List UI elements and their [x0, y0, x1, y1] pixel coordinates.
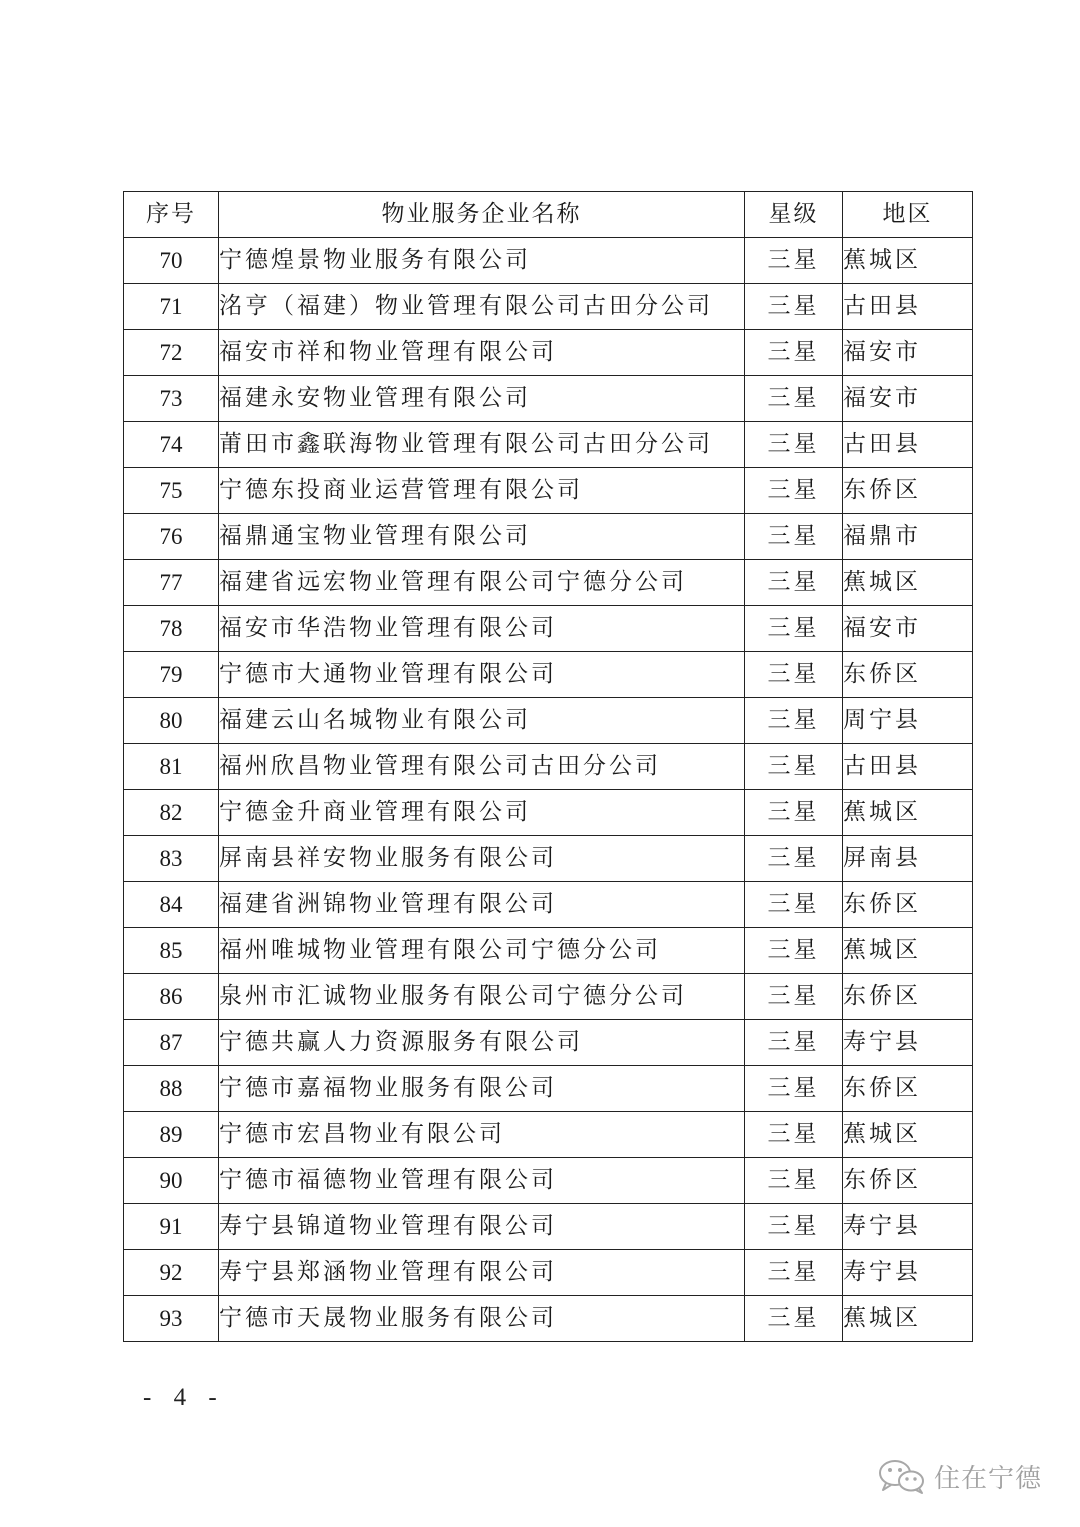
cell-serial-number: 71: [124, 284, 219, 330]
cell-serial-number: 84: [124, 882, 219, 928]
cell-region: 蕉城区: [843, 1296, 973, 1342]
cell-region: 东侨区: [843, 652, 973, 698]
cell-region: 东侨区: [843, 468, 973, 514]
cell-region: 古田县: [843, 284, 973, 330]
cell-company-name: 福安市祥和物业管理有限公司: [219, 330, 745, 376]
table-row: [124, 238, 973, 284]
cell-serial-number: 92: [124, 1250, 219, 1296]
watermark-text: 住在宁德: [934, 1464, 1043, 1494]
cell-company-name: 福州唯城物业管理有限公司宁德分公司: [219, 928, 745, 974]
cell-serial-number: 75: [124, 468, 219, 514]
cell-company-name: 寿宁县郑涵物业管理有限公司: [219, 1250, 745, 1296]
cell-region: 寿宁县: [843, 1020, 973, 1066]
cell-region: 东侨区: [843, 882, 973, 928]
cell-company-name: 福安市华浩物业管理有限公司: [219, 606, 745, 652]
cell-star-level: 三星: [745, 1158, 843, 1204]
cell-serial-number: 89: [124, 1112, 219, 1158]
cell-region: 福安市: [843, 376, 973, 422]
cell-company-name: 寿宁县锦道物业管理有限公司: [219, 1204, 745, 1250]
enterprise-table: [123, 191, 973, 1342]
header-region: 地区: [843, 192, 973, 238]
table-row: [124, 652, 973, 698]
cell-star-level: 三星: [745, 698, 843, 744]
cell-company-name: 洺亨（福建）物业管理有限公司古田分公司: [219, 284, 745, 330]
cell-region: 东侨区: [843, 974, 973, 1020]
cell-serial-number: 82: [124, 790, 219, 836]
cell-star-level: 三星: [745, 468, 843, 514]
cell-serial-number: 87: [124, 1020, 219, 1066]
table-row: [124, 744, 973, 790]
cell-company-name: 宁德金升商业管理有限公司: [219, 790, 745, 836]
cell-serial-number: 91: [124, 1204, 219, 1250]
cell-region: 福鼎市: [843, 514, 973, 560]
page-number: - 4 -: [143, 1384, 225, 1411]
table-row: [124, 330, 973, 376]
table-row: [124, 1204, 973, 1250]
cell-star-level: 三星: [745, 606, 843, 652]
header-star-level: 星级: [745, 192, 843, 238]
table-row: [124, 560, 973, 606]
cell-serial-number: 77: [124, 560, 219, 606]
table-row: [124, 1250, 973, 1296]
cell-star-level: 三星: [745, 330, 843, 376]
cell-company-name: 屏南县祥安物业服务有限公司: [219, 836, 745, 882]
cell-serial-number: 70: [124, 238, 219, 284]
cell-star-level: 三星: [745, 514, 843, 560]
table-row: [124, 284, 973, 330]
table-row: [124, 514, 973, 560]
cell-serial-number: 85: [124, 928, 219, 974]
cell-region: 福安市: [843, 330, 973, 376]
cell-star-level: 三星: [745, 1296, 843, 1342]
cell-company-name: 福建永安物业管理有限公司: [219, 376, 745, 422]
header-serial-number: 序号: [124, 192, 219, 238]
cell-company-name: 福鼎通宝物业管理有限公司: [219, 514, 745, 560]
cell-region: 蕉城区: [843, 1112, 973, 1158]
cell-star-level: 三星: [745, 744, 843, 790]
cell-serial-number: 83: [124, 836, 219, 882]
cell-star-level: 三星: [745, 882, 843, 928]
cell-region: 东侨区: [843, 1066, 973, 1112]
table-row: [124, 468, 973, 514]
table-row: [124, 790, 973, 836]
cell-region: 周宁县: [843, 698, 973, 744]
cell-company-name: 宁德市福德物业管理有限公司: [219, 1158, 745, 1204]
table-row: [124, 928, 973, 974]
cell-star-level: 三星: [745, 376, 843, 422]
cell-star-level: 三星: [745, 1204, 843, 1250]
cell-company-name: 福建省洲锦物业管理有限公司: [219, 882, 745, 928]
table-row: [124, 836, 973, 882]
cell-serial-number: 90: [124, 1158, 219, 1204]
cell-star-level: 三星: [745, 284, 843, 330]
cell-company-name: 福建云山名城物业有限公司: [219, 698, 745, 744]
cell-serial-number: 72: [124, 330, 219, 376]
cell-star-level: 三星: [745, 790, 843, 836]
cell-star-level: 三星: [745, 652, 843, 698]
header-company-name: 物业服务企业名称: [219, 192, 745, 238]
table-row: [124, 606, 973, 652]
cell-star-level: 三星: [745, 974, 843, 1020]
cell-company-name: 泉州市汇诚物业服务有限公司宁德分公司: [219, 974, 745, 1020]
cell-company-name: 宁德市天晟物业服务有限公司: [219, 1296, 745, 1342]
cell-serial-number: 81: [124, 744, 219, 790]
cell-serial-number: 76: [124, 514, 219, 560]
cell-region: 福安市: [843, 606, 973, 652]
cell-serial-number: 93: [124, 1296, 219, 1342]
cell-star-level: 三星: [745, 238, 843, 284]
cell-region: 古田县: [843, 422, 973, 468]
cell-company-name: 宁德市宏昌物业有限公司: [219, 1112, 745, 1158]
wechat-icon: [878, 1459, 926, 1495]
cell-star-level: 三星: [745, 928, 843, 974]
table-body: [124, 238, 973, 1342]
cell-serial-number: 73: [124, 376, 219, 422]
cell-region: 东侨区: [843, 1158, 973, 1204]
table-row: [124, 974, 973, 1020]
table-row: [124, 882, 973, 928]
cell-star-level: 三星: [745, 1250, 843, 1296]
cell-serial-number: 78: [124, 606, 219, 652]
cell-region: 蕉城区: [843, 560, 973, 606]
cell-serial-number: 79: [124, 652, 219, 698]
table-row: [124, 422, 973, 468]
cell-serial-number: 80: [124, 698, 219, 744]
table-row: [124, 1296, 973, 1342]
table-row: [124, 1112, 973, 1158]
cell-region: 蕉城区: [843, 238, 973, 284]
table-row: [124, 1020, 973, 1066]
cell-company-name: 宁德东投商业运营管理有限公司: [219, 468, 745, 514]
cell-star-level: 三星: [745, 560, 843, 606]
watermark: [878, 1458, 1042, 1495]
cell-company-name: 福州欣昌物业管理有限公司古田分公司: [219, 744, 745, 790]
cell-star-level: 三星: [745, 836, 843, 882]
cell-company-name: 宁德煌景物业服务有限公司: [219, 238, 745, 284]
cell-star-level: 三星: [745, 422, 843, 468]
cell-region: 古田县: [843, 744, 973, 790]
cell-star-level: 三星: [745, 1020, 843, 1066]
cell-company-name: 宁德市嘉福物业服务有限公司: [219, 1066, 745, 1112]
cell-region: 寿宁县: [843, 1250, 973, 1296]
cell-company-name: 宁德市大通物业管理有限公司: [219, 652, 745, 698]
cell-star-level: 三星: [745, 1066, 843, 1112]
cell-region: 寿宁县: [843, 1204, 973, 1250]
cell-star-level: 三星: [745, 1112, 843, 1158]
cell-serial-number: 88: [124, 1066, 219, 1112]
cell-region: 蕉城区: [843, 790, 973, 836]
cell-region: 蕉城区: [843, 928, 973, 974]
cell-serial-number: 74: [124, 422, 219, 468]
cell-company-name: 宁德共赢人力资源服务有限公司: [219, 1020, 745, 1066]
cell-company-name: 福建省远宏物业管理有限公司宁德分公司: [219, 560, 745, 606]
table-header-row: [124, 192, 973, 238]
table-row: [124, 376, 973, 422]
cell-company-name: 莆田市鑫联海物业管理有限公司古田分公司: [219, 422, 745, 468]
cell-region: 屏南县: [843, 836, 973, 882]
cell-serial-number: 86: [124, 974, 219, 1020]
table-row: [124, 1066, 973, 1112]
table-row: [124, 1158, 973, 1204]
table-row: [124, 698, 973, 744]
